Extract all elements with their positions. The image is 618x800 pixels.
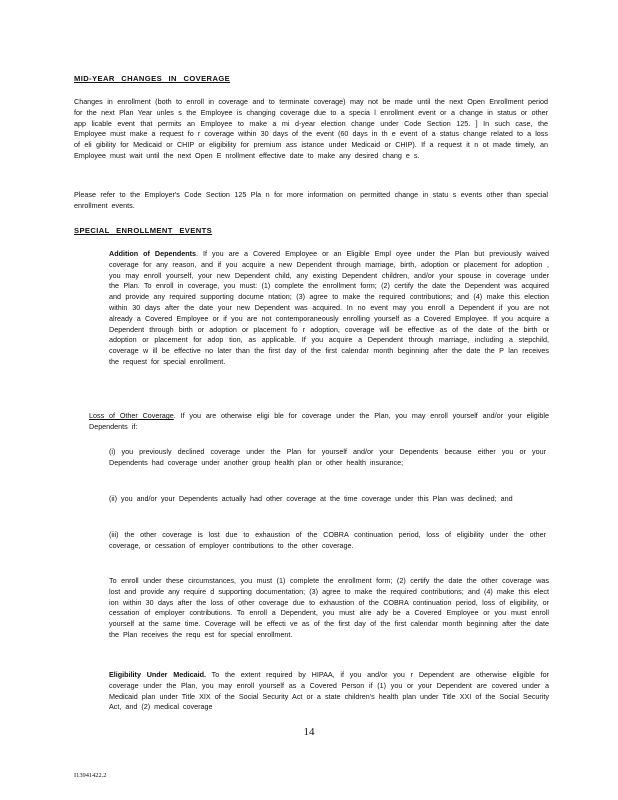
loss-followup: To enroll under these circumstances, you must (1) complete the enrollment form; (2) certify the date the other coverage was lost and provide any require d supporting documentation; (3) agree to make the required contributions; and (4) make this elect ion within 30 days after the loss of other coverage due to exhaustion of the COBRA continuation period, loss of eligibility, or cessation of employer contributions. To enroll a Dependent, you must alre ady be a Covered Employee or you must enroll yourself at the same time. Coverage will be effecti ve as of the first day of the first calendar month beginning after the date the Plan receives the requ est for special enrollment. xyxy=(109,576,549,639)
loss-item-i: (i) you previously declined coverage under the Plan for yourself and/or your Dependents because either you or your Dependents had coverage under another group health plan or other health insurance; xyxy=(109,447,546,467)
loss-text: . If you are otherwise eligi ble for coverage under the Plan, you may enroll yourself and/or your eligible Dependents if: xyxy=(89,411,549,431)
addition-of-dependents xyxy=(109,249,549,368)
refer-paragraph: Please refer to the Employer's Code Section 125 Pla n for more information on permitted change in statu s events other than special enrollment events. xyxy=(74,190,548,210)
loss-of-other-coverage xyxy=(89,411,549,433)
loss-item-iii: (iii) the other coverage is lost due to exhaustion of the COBRA continuation period, loss of eligibility under the other coverage, or cessation of employer contributions to the other coverage. xyxy=(109,530,546,550)
document-id: I13941422.2 xyxy=(74,772,107,779)
mid-year-paragraph: Changes in enrollment (both to enroll in coverage and to terminate coverage) may not be made until the next Open Enrollment period for the next Plan Year unles s the Employee is changing coverage due to a specia l enrollment event or a change in status or other app licable event that permits an Employee to make a mi d-year election change under Code Section 125. ] In such case, the Employee must make a request fo r coverage within 30 days of the event (60 days in th e event of a status change related to a loss of eli gibility for Medicaid or CHIP or eligibility for premium ass istance under Medicaid or CHIP). If a request it n ot made timely, an Employee must wait until the next Open E nrollment effective date to make any desired chang e s. xyxy=(74,97,548,160)
special-enrollment-heading: SPECIAL ENROLLMENT EVENTS xyxy=(74,226,213,235)
medicaid-text: To the extent required by HIPAA, if you and/or you r Dependent are otherwise eligible for coverage under the Plan, you may enroll yourself as a Covered Person if (1) you or your Dependent are covered under a Medicaid plan under Title XIX of the Social Security Act or a state children's health plan under Title XXI of the Social Security Act, and (2) medical coverage xyxy=(109,670,549,712)
mid-year-heading: MID-YEAR CHANGES IN COVERAGE xyxy=(74,74,231,83)
eligibility-under-medicaid xyxy=(109,670,549,713)
loss-lead: Loss of Other Coverage xyxy=(89,411,174,420)
addition-lead: Addition of Dependents xyxy=(109,249,197,258)
medicaid-lead: Eligibility Under Medicaid. xyxy=(109,670,207,679)
loss-item-ii: (ii) you and/or your Dependents actually had other coverage at the time coverage under this Plan was declined; and xyxy=(109,494,513,503)
page-number: 14 xyxy=(303,726,315,738)
addition-text: . If you are a Covered Employee or an Eligible Empl oyee under the Plan but previously waived coverage for any reason, and if you acquire a new Dependent through marriage, birth, adoption or placement for adoption , you may enroll yourself, your new Dependent child, any existing Dependent children, and/or your spouse in coverage under the Plan. To enroll in coverage, you must: (1) complete the enrollment form; (2) certify the date the Dependent was acquired and provide any required supporting docume ntation; (3) agree to make the required contributions; and (4) make this election within 30 days after the date your new Dependent was acquired. In no event may you enroll a Dependent if you are not already a Covered Employee or if you are not contemporaneously enrolling yourself as a Covered Employee. If you acquire a Dependent through birth or adoption or placement fo r adoption, coverage will be effective as of the date of the birth or adoption or placement for adop tion, as applicable. If you acquire a Dependent through marriage, including a stepchild, coverage w ill be effective no later than the first day of the first calendar month beginning after the date the P lan receives the request for special enrollment. xyxy=(109,249,549,366)
